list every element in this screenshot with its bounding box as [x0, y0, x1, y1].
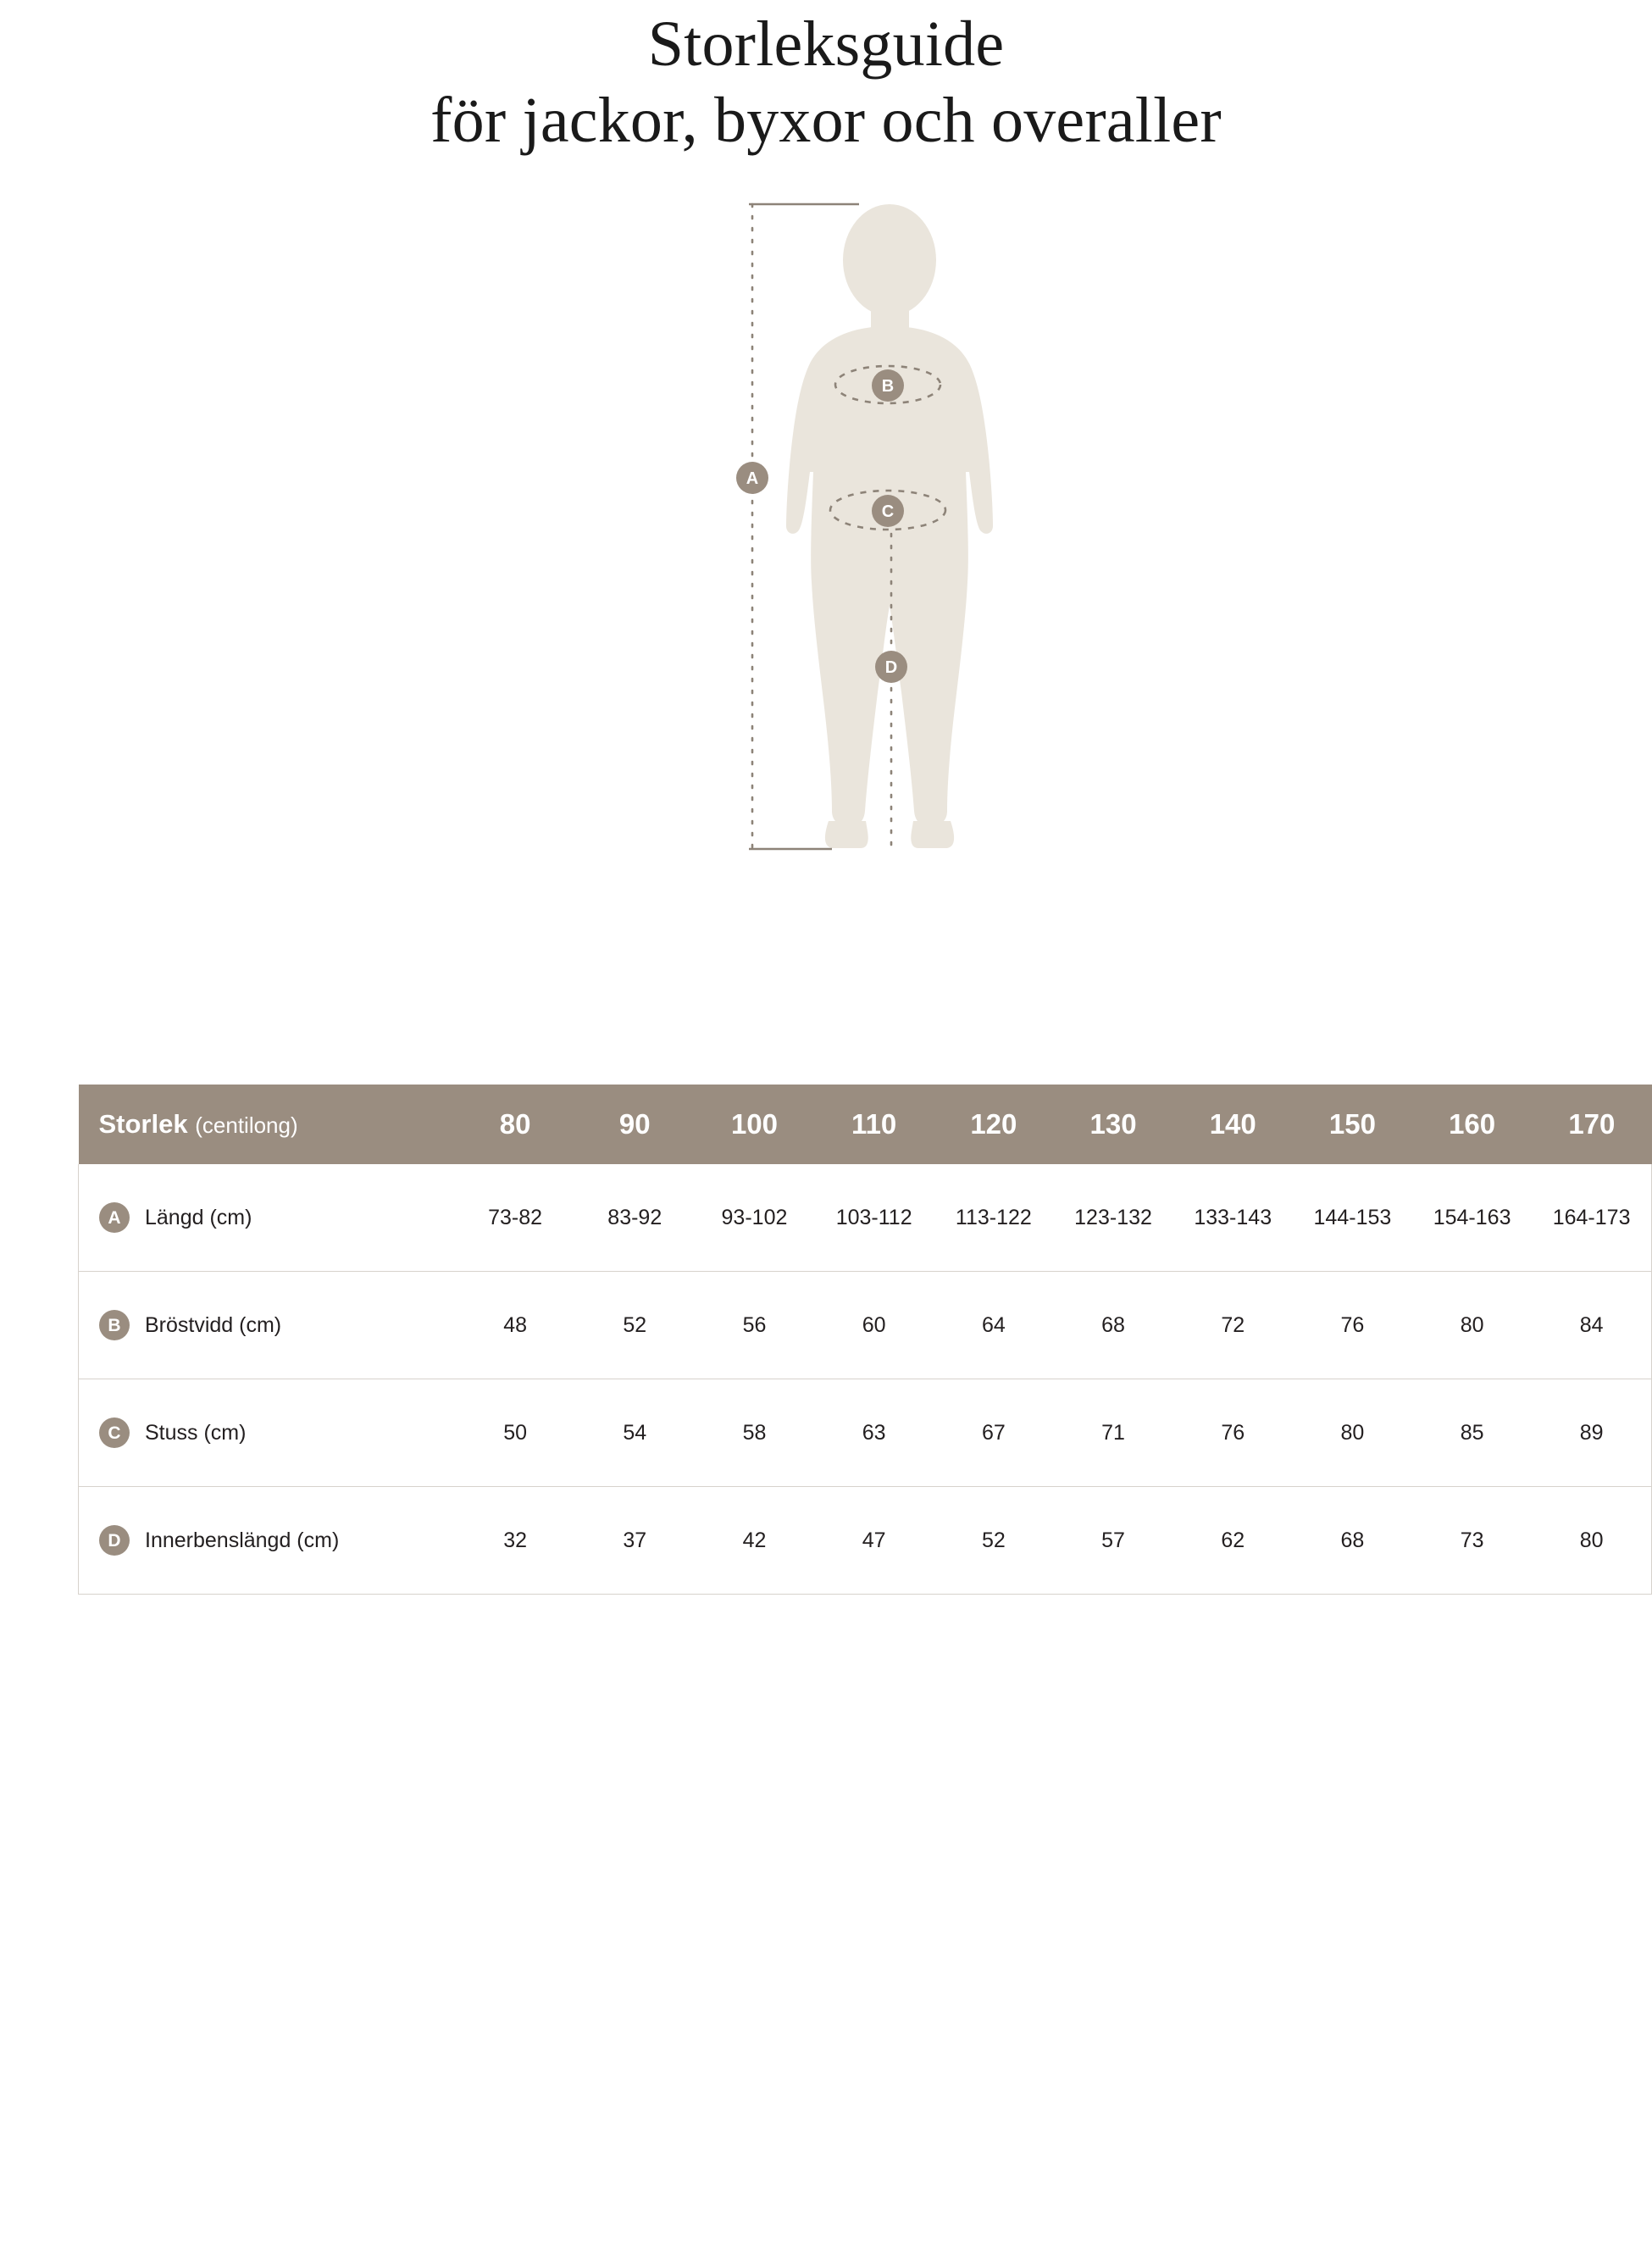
row-label-text: Bröstvidd (cm)	[145, 1312, 282, 1337]
cell-innerbenslangd-120: 52	[934, 1487, 1053, 1595]
cell-brostvidd-150: 76	[1293, 1272, 1412, 1379]
header-label-sub: (centilong)	[195, 1112, 298, 1138]
header-size-130: 130	[1053, 1085, 1172, 1164]
header-label-cell	[79, 1085, 456, 1164]
page-title-line-2: för jackor, byxor och overaller	[430, 84, 1222, 156]
header-size-80: 80	[456, 1085, 575, 1164]
svg-text:C: C	[881, 502, 895, 522]
table-row	[79, 1272, 1652, 1379]
cell-innerbenslangd-130: 57	[1053, 1487, 1172, 1595]
marker-badge-a	[736, 462, 768, 494]
row-label-innerbenslangd	[79, 1487, 456, 1595]
cell-innerbenslangd-110: 47	[814, 1487, 934, 1595]
cell-brostvidd-130: 68	[1053, 1272, 1172, 1379]
cell-langd-100: 93-102	[695, 1164, 814, 1272]
cell-stuss-130: 71	[1053, 1379, 1172, 1487]
svg-text:A: A	[746, 469, 759, 489]
marker-badge-b	[872, 369, 904, 402]
row-label-langd	[79, 1164, 456, 1272]
cell-langd-90: 83-92	[575, 1164, 695, 1272]
cell-brostvidd-160: 80	[1412, 1272, 1532, 1379]
body-diagram-svg	[0, 184, 1652, 887]
cell-innerbenslangd-80: 32	[456, 1487, 575, 1595]
header-size-100: 100	[695, 1085, 814, 1164]
cell-stuss-100: 58	[695, 1379, 814, 1487]
row-label-text: Innerbenslängd (cm)	[145, 1528, 340, 1552]
table-row	[79, 1487, 1652, 1595]
header-size-110: 110	[814, 1085, 934, 1164]
cell-stuss-90: 54	[575, 1379, 695, 1487]
cell-stuss-160: 85	[1412, 1379, 1532, 1487]
row-badge-a: A	[99, 1202, 130, 1233]
cell-brostvidd-120: 64	[934, 1272, 1053, 1379]
cell-innerbenslangd-140: 62	[1173, 1487, 1293, 1595]
cell-langd-80: 73-82	[456, 1164, 575, 1272]
row-label-text: Längd (cm)	[145, 1205, 252, 1229]
row-badge-d: D	[99, 1525, 130, 1556]
cell-brostvidd-170: 84	[1532, 1272, 1651, 1379]
cell-innerbenslangd-150: 68	[1293, 1487, 1412, 1595]
row-badge-c: C	[99, 1417, 130, 1448]
cell-innerbenslangd-90: 37	[575, 1487, 695, 1595]
cell-stuss-140: 76	[1173, 1379, 1293, 1487]
header-size-150: 150	[1293, 1085, 1412, 1164]
size-table-head	[79, 1085, 1652, 1164]
cell-brostvidd-90: 52	[575, 1272, 695, 1379]
cell-innerbenslangd-160: 73	[1412, 1487, 1532, 1595]
measurement-figure	[0, 184, 1652, 887]
cell-langd-130: 123-132	[1053, 1164, 1172, 1272]
cell-stuss-120: 67	[934, 1379, 1053, 1487]
table-header-row	[79, 1085, 1652, 1164]
marker-badge-d	[875, 651, 907, 683]
cell-innerbenslangd-170: 80	[1532, 1487, 1651, 1595]
header-size-90: 90	[575, 1085, 695, 1164]
marker-badge-c	[872, 495, 904, 527]
row-label-stuss	[79, 1379, 456, 1487]
cell-langd-160: 154-163	[1412, 1164, 1532, 1272]
size-table	[78, 1085, 1652, 1595]
page-title	[0, 0, 1652, 158]
header-size-160: 160	[1412, 1085, 1532, 1164]
cell-langd-110: 103-112	[814, 1164, 934, 1272]
cell-stuss-150: 80	[1293, 1379, 1412, 1487]
page-title-line-1: Storleksguide	[647, 8, 1005, 80]
size-table-body	[79, 1164, 1652, 1595]
cell-brostvidd-80: 48	[456, 1272, 575, 1379]
header-size-140: 140	[1173, 1085, 1293, 1164]
cell-langd-170: 164-173	[1532, 1164, 1651, 1272]
header-size-170: 170	[1532, 1085, 1651, 1164]
row-label-brostvidd	[79, 1272, 456, 1379]
row-label-text: Stuss (cm)	[145, 1420, 247, 1445]
cell-brostvidd-140: 72	[1173, 1272, 1293, 1379]
svg-text:B: B	[881, 377, 895, 397]
cell-stuss-110: 63	[814, 1379, 934, 1487]
row-badge-b: B	[99, 1310, 130, 1340]
cell-langd-140: 133-143	[1173, 1164, 1293, 1272]
header-size-120: 120	[934, 1085, 1053, 1164]
table-row	[79, 1379, 1652, 1487]
cell-innerbenslangd-100: 42	[695, 1487, 814, 1595]
cell-stuss-170: 89	[1532, 1379, 1651, 1487]
size-table-wrapper	[78, 1085, 1652, 1595]
cell-brostvidd-110: 60	[814, 1272, 934, 1379]
svg-text:D: D	[884, 658, 898, 678]
cell-langd-120: 113-122	[934, 1164, 1053, 1272]
cell-brostvidd-100: 56	[695, 1272, 814, 1379]
cell-stuss-80: 50	[456, 1379, 575, 1487]
table-row	[79, 1164, 1652, 1272]
cell-langd-150: 144-153	[1293, 1164, 1412, 1272]
header-label-main: Storlek	[98, 1109, 188, 1139]
